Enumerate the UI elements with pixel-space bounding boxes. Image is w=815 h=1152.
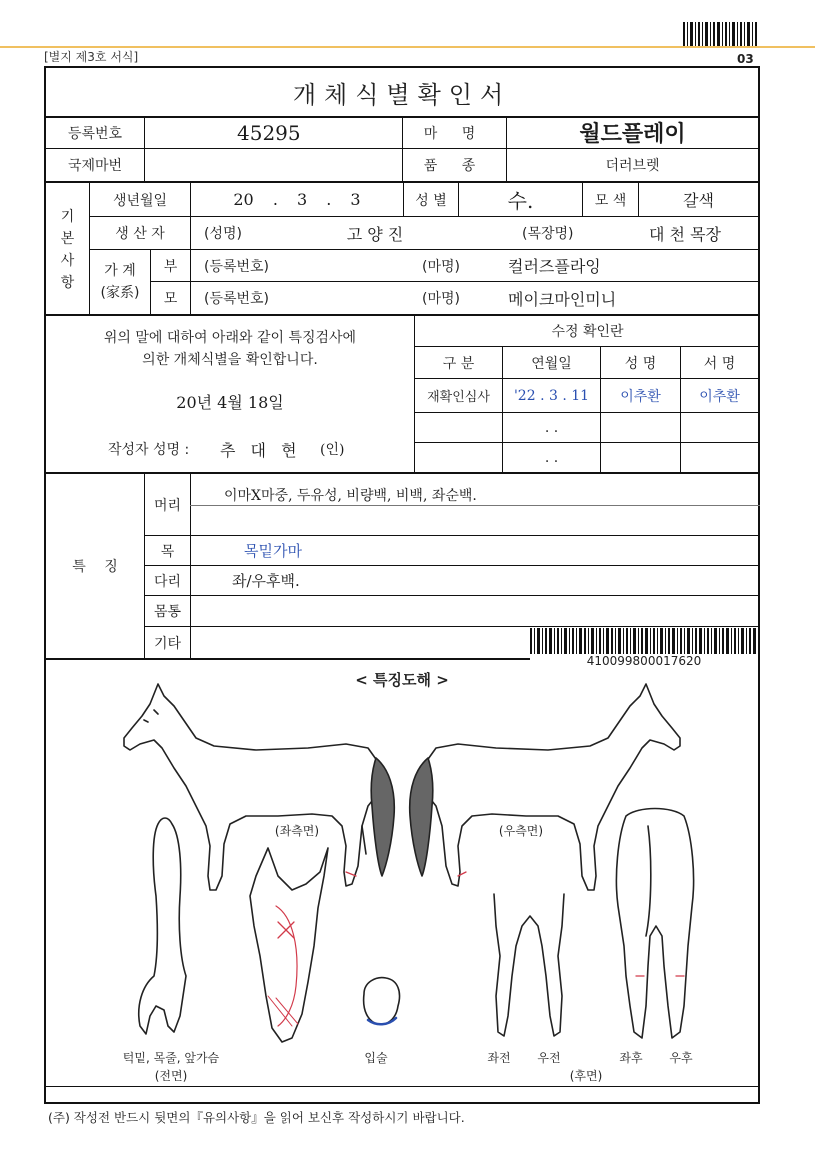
legs-value: 좌/우후백. <box>232 572 300 590</box>
revision-header-type: 구 분 <box>442 355 475 372</box>
right-side-label: (우측면) <box>498 823 544 838</box>
revision-header-sign: 서 명 <box>703 355 736 372</box>
front-legs-figure <box>494 894 564 1036</box>
footer-note: (주) 작성전 반드시 뒷면의『유의사항』을 읽어 보신후 작성하시기 바랍니다. <box>48 1110 465 1125</box>
sire-label: 부 <box>163 258 178 275</box>
front-view-figure <box>139 818 186 1034</box>
revision-row-type <box>415 443 502 472</box>
rear-right-label: 우후 <box>669 1050 693 1065</box>
revision-title: 수정 확인란 <box>551 324 624 340</box>
author-seal: (인) <box>320 442 345 458</box>
front-view-label: (전면) <box>154 1068 188 1083</box>
breed-label: 품 종 <box>423 158 486 174</box>
page-number: 03 <box>737 52 754 66</box>
right-side-horse-figure <box>410 684 680 890</box>
rear-left-label: 좌후 <box>619 1050 643 1065</box>
front-right-label: 우전 <box>537 1050 561 1065</box>
confirmation-date: 20년 4월 18일 <box>176 392 284 412</box>
birth-date-label: 생년월일 <box>112 192 168 209</box>
revision-header-date: 연월일 <box>531 355 572 372</box>
lips-label: 입술 <box>364 1050 388 1065</box>
dam-name-label: (마명) <box>422 291 460 307</box>
barcode-number: 410099800017620 <box>530 654 758 668</box>
diagram-title: < 특징도해 > <box>355 670 449 689</box>
other-label: 기타 <box>153 635 182 652</box>
front-left-label: 좌전 <box>487 1050 511 1065</box>
ranch-name-value: 대 천 목장 <box>649 224 721 244</box>
revision-row-date: '22 . 3 . 11 <box>513 387 590 404</box>
front-caption: 턱밑, 목줄, 앞가슴 <box>122 1050 220 1065</box>
rear-view-figure <box>616 809 693 1039</box>
producer-name-label: (성명) <box>204 226 242 242</box>
horse-name-label: 마 명 <box>423 125 486 142</box>
pedigree-label-group <box>90 250 150 314</box>
confirmation-line-2: 의한 개체식별을 확인합니다. <box>142 352 318 368</box>
international-number-label: 국제마번 <box>67 158 123 174</box>
confirmation-line-1: 위의 말에 대하여 아래와 같이 특징검사에 <box>103 330 357 346</box>
legs-label: 다리 <box>153 573 182 590</box>
left-tail <box>371 758 394 876</box>
neck-label: 목 <box>160 543 175 560</box>
other-value <box>200 627 500 658</box>
revision-row-name <box>601 443 680 472</box>
lips-figure <box>364 978 400 1025</box>
registration-number-label: 등록번호 <box>67 125 123 142</box>
horse-name-value: 월드플레이 <box>579 121 686 147</box>
revision-row-sign: 이추환 <box>699 388 740 405</box>
barcode <box>530 628 758 654</box>
body-value <box>200 596 500 626</box>
left-side-horse-figure <box>124 684 380 890</box>
rear-view-label: (후면) <box>569 1068 603 1083</box>
horse-diagrams <box>46 676 758 1086</box>
author-value: 추 대 현 <box>220 440 297 460</box>
pedigree-label: 가 계 <box>104 263 136 279</box>
sire-name-value: 컬러즈플라잉 <box>508 257 601 276</box>
coat-color-value: 갈색 <box>683 191 714 210</box>
birth-date-value: 20 . 3 . 3 <box>233 190 361 209</box>
revision-row-date: . . <box>544 449 559 466</box>
sire-reg-label: (등록번호) <box>204 258 270 275</box>
body-label: 몸통 <box>153 604 182 620</box>
revision-row-sign <box>681 413 758 442</box>
dam-label: 모 <box>163 291 178 307</box>
ranch-name-label: (목장명) <box>522 226 574 242</box>
producer-name-value: 고 양 진 <box>346 224 404 244</box>
international-number-value <box>145 149 402 181</box>
neck-value: 목밑가마 <box>244 542 302 560</box>
author-label: 작성자 성명 : <box>108 442 190 458</box>
head-label: 머리 <box>153 497 182 514</box>
revision-row-sign <box>681 443 758 472</box>
basic-section-label: 기본사항 <box>60 208 75 291</box>
producer-label: 생 산 자 <box>115 226 165 242</box>
dam-reg-label: (등록번호) <box>204 291 270 307</box>
pedigree-hanja: (家系) <box>100 285 140 301</box>
sire-name-label: (마명) <box>422 258 460 275</box>
top-barcode <box>683 22 759 46</box>
revision-row-type: 재확인심사 <box>427 390 490 405</box>
revision-row-name <box>601 413 680 442</box>
revision-row-date: . . <box>544 419 559 436</box>
revision-header-name: 성 명 <box>624 355 657 372</box>
revision-row-name: 이추환 <box>620 388 661 405</box>
features-section-label: 특 징 <box>72 559 118 575</box>
sex-value: 수. <box>507 189 534 213</box>
dam-name-value: 메이크마인미니 <box>508 289 617 309</box>
form-label: [별지 제3호 서식] <box>44 50 139 64</box>
document-title: 개체식별확인서 <box>292 80 512 109</box>
sex-label: 성 별 <box>415 192 447 209</box>
breed-value: 더러브렛 <box>605 158 660 174</box>
head-value: 이마X마중, 두유성, 비량백, 비백, 좌순백. <box>224 488 477 504</box>
revision-row-type <box>415 413 502 442</box>
coat-color-label: 모 색 <box>594 192 627 209</box>
left-side-label: (좌측면) <box>274 823 320 838</box>
registration-number-value: 45295 <box>237 120 301 145</box>
